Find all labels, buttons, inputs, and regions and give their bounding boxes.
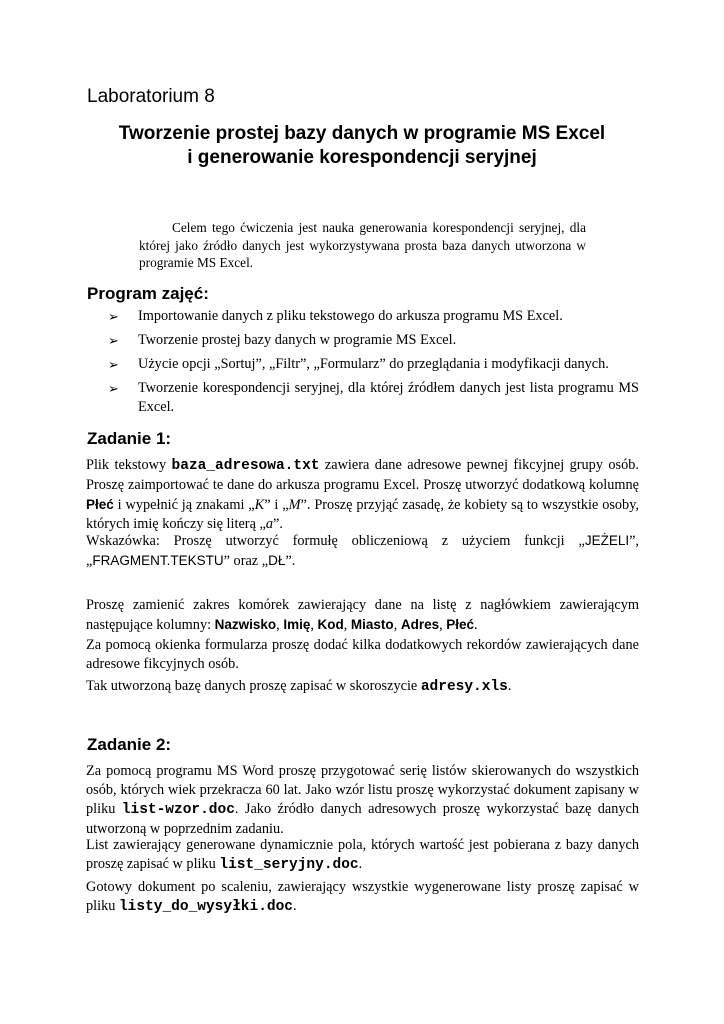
filename: baza_adresowa.txt [171, 458, 320, 474]
arrow-bullet-icon: ➢ [108, 309, 119, 324]
column-name: Płeć [446, 617, 475, 632]
column-name: Kod [317, 617, 344, 632]
arrow-bullet-icon: ➢ [108, 333, 119, 348]
task1-paragraph-1: Plik tekstowy baza_adresowa.txt zawiera dane adresowe pewnej fikcyjnej grupy osób. Proszę zaimportować te dane do arkusza programu Excel. Proszę utworzyć dodatkową kolumnę Płeć i wypełnić ją znakami „K” i „M”. Proszę przyjąć zasadę, że kobiety są to wszystkie osoby, których imię kończy się literą „a”. [86, 457, 639, 532]
filename: listy_do_wysyłki.doc [118, 899, 293, 915]
lab-title: Laboratorium 8 [87, 86, 215, 107]
list-item: ➢ Tworzenie prostej bazy danych w programie MS Excel. [108, 332, 457, 348]
column-name: Miasto [350, 617, 394, 632]
filename: adresy.xls [420, 679, 508, 695]
task1-paragraph-4: Za pomocą okienka formularza proszę dodać kilka dodatkowych rekordów zawierających dane adresowe fikcyjnych osób. [86, 637, 639, 672]
document-title [60, 122, 664, 170]
task2-paragraph-3: Gotowy dokument po scaleniu, zawierający wszystkie wygenerowane listy proszę zapisać w pliku listy_do_wysyłki.doc. [86, 879, 639, 915]
task2-heading: Zadanie 2: [87, 735, 172, 754]
program-list [106, 307, 639, 422]
function-name: FRAGMENT.TEKSTU [92, 553, 224, 568]
column-name: Nazwisko [214, 617, 277, 632]
task1-hint: Wskazówka: Proszę utworzyć formułę obliczeniową z użyciem funkcji „JEŻELI”, „FRAGMENT.TEKSTU” oraz „DŁ”. [86, 533, 639, 569]
program-heading: Program zajęć: [87, 284, 209, 303]
filename: list_seryjny.doc [219, 857, 359, 873]
function-name: DŁ [268, 553, 286, 568]
title-line-2: i generowanie korespondencji seryjnej [187, 147, 537, 168]
filename: list-wzor.doc [121, 802, 235, 818]
list-item: ➢ Tworzenie korespondencji seryjnej, dla której źródłem danych jest lista programu MS Excel. [108, 380, 639, 415]
column-name: Adres [400, 617, 440, 632]
function-name: JEŻELI [584, 533, 630, 548]
task1-heading: Zadanie 1: [87, 429, 172, 448]
task1-paragraph-5: Tak utworzoną bazę danych proszę zapisać w skoroszycie adresy.xls. [86, 678, 512, 695]
column-name: Imię [283, 617, 311, 632]
task1-paragraph-3: Proszę zamienić zakres komórek zawierający dane na listę z nagłówkiem zawierającym następujące kolumny: Nazwisko, Imię, Kod, Miasto, Adres, Płeć. [86, 597, 639, 633]
task2-paragraph-2: List zawierający generowane dynamicznie pola, których wartość jest pobierana z bazy danych proszę zapisać w pliku list_seryjny.doc. [86, 837, 639, 873]
list-item: ➢ Importowanie danych z pliku tekstowego do arkusza programu MS Excel. [108, 308, 563, 324]
column-name: Płeć [86, 497, 114, 512]
task2-paragraph-1: Za pomocą programu MS Word proszę przygotować serię listów skierowanych do wszystkich osób, których wiek przekracza 60 lat. Jako wzór listu proszę wykorzystać dokument zapisany w pliku list-wzor.doc. Jako źródło danych adresowych proszę wykorzystać bazę danych utworzoną w poprzednim zadaniu. [86, 763, 640, 837]
arrow-bullet-icon: ➢ [108, 357, 119, 372]
title-line-1: Tworzenie prostej bazy danych w programie MS Excel [118, 123, 606, 144]
list-item: ➢ Użycie opcji „Sortuj”, „Filtr”, „Formularz” do przeglądania i modyfikacji danych. [108, 356, 609, 372]
intro-paragraph: Celem tego ćwiczenia jest nauka generowania korespondencji seryjnej, dla której jako źródło danych jest wykorzystywana prosta baza danych utworzona w programie MS Excel. [139, 220, 586, 270]
arrow-bullet-icon: ➢ [108, 381, 119, 396]
